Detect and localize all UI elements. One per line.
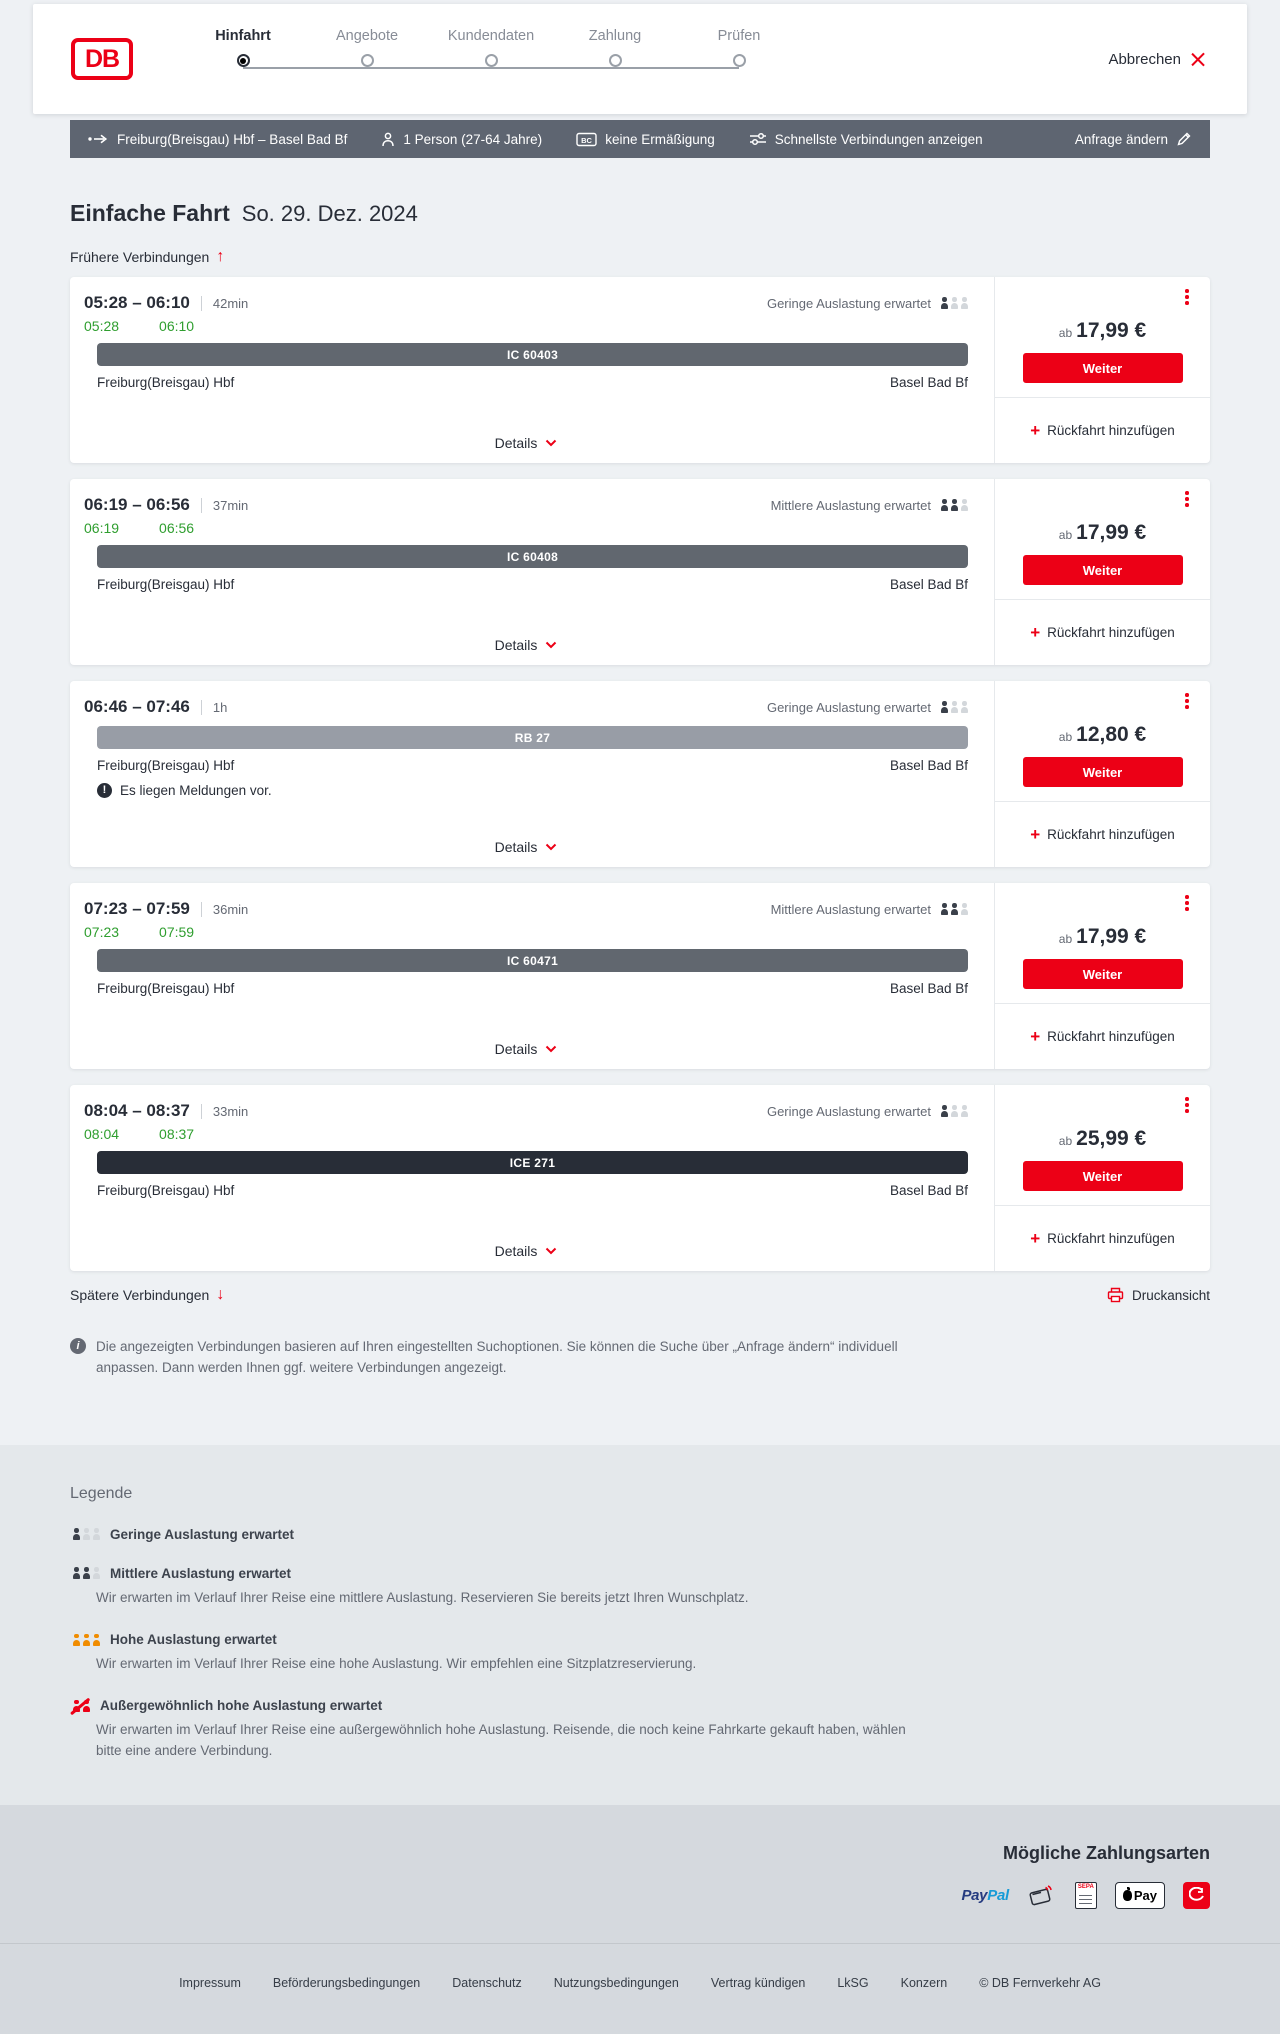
edit-request-label: Anfrage ändern xyxy=(1074,131,1168,147)
more-options-icon[interactable] xyxy=(1177,893,1197,913)
earlier-connections-label: Frühere Verbindungen xyxy=(70,249,210,265)
legend-item-very-high xyxy=(70,1698,1210,1761)
occupancy-low-icon xyxy=(938,1105,968,1117)
bahncard-icon xyxy=(576,132,597,147)
details-toggle[interactable] xyxy=(84,827,968,855)
connection-card xyxy=(70,883,1210,1069)
add-return-label: Rückfahrt hinzufügen xyxy=(1047,827,1175,842)
price-value: 17,99 € xyxy=(1076,319,1147,342)
legend-section xyxy=(0,1445,1280,1805)
legend-item-high xyxy=(70,1632,1210,1674)
cancel-label: Abbrechen xyxy=(1108,50,1181,68)
route-label: Freiburg(Breisgau) Hbf – Basel Bad Bf xyxy=(117,131,348,147)
step-dot-active-icon xyxy=(237,54,250,67)
connection-duration: 33min xyxy=(212,1103,249,1119)
messages-notice[interactable] xyxy=(97,783,968,798)
add-return-label: Rückfahrt hinzufügen xyxy=(1047,1231,1175,1246)
connection-main[interactable] xyxy=(70,883,994,1069)
connection-times: 08:04 – 08:37 xyxy=(84,1101,190,1120)
page-footer xyxy=(0,1943,1280,2034)
footer-link-vertrag-kuendigen[interactable]: Vertrag kündigen xyxy=(710,1975,806,1990)
departure-station: Freiburg(Breisgau) Hbf xyxy=(97,1183,235,1198)
edit-request-button[interactable] xyxy=(1075,131,1192,147)
occupancy-indicator xyxy=(767,296,968,311)
later-connections-label: Spätere Verbindungen xyxy=(70,1287,210,1303)
occupancy-low-icon xyxy=(938,701,968,713)
step-dot-icon xyxy=(609,54,622,67)
close-icon xyxy=(1190,52,1205,67)
add-return-button[interactable] xyxy=(995,801,1210,867)
print-view-link[interactable] xyxy=(1107,1287,1210,1303)
step-label: Angebote xyxy=(335,28,399,44)
occupancy-label: Mittlere Auslastung erwartet xyxy=(770,901,931,917)
train-label: IC 60471 xyxy=(506,953,559,968)
passenger-summary[interactable] xyxy=(381,132,542,147)
plus-icon xyxy=(1030,1028,1040,1045)
arrival-station: Basel Bad Bf xyxy=(889,375,968,390)
credit-card-contactless-icon xyxy=(1027,1882,1057,1909)
connection-main[interactable] xyxy=(70,277,994,463)
realtime-depart: 06:19 xyxy=(84,520,120,536)
occupancy-very-high-icon xyxy=(70,1700,90,1712)
train-label: IC 60408 xyxy=(506,549,559,564)
realtime-arrive: 07:59 xyxy=(159,924,195,940)
realtime-depart: 07:23 xyxy=(84,924,120,940)
divider xyxy=(201,498,202,513)
step-angebote[interactable] xyxy=(305,28,429,67)
continue-button[interactable]: Weiter xyxy=(1023,353,1183,383)
occupancy-medium-icon xyxy=(70,1567,100,1579)
occupancy-label: Geringe Auslastung erwartet xyxy=(766,295,931,311)
plus-icon xyxy=(1030,1230,1040,1247)
connection-times: 05:28 – 06:10 xyxy=(84,293,190,312)
svg-text:BC: BC xyxy=(581,135,593,145)
step-hinfahrt[interactable] xyxy=(181,28,305,67)
train-segment-bar[interactable] xyxy=(97,949,968,972)
plus-icon xyxy=(1030,422,1040,439)
printer-icon xyxy=(1107,1287,1124,1303)
occupancy-indicator xyxy=(771,498,968,513)
fastest-connections-toggle[interactable] xyxy=(749,132,983,147)
departure-station: Freiburg(Breisgau) Hbf xyxy=(97,577,235,592)
chevron-down-icon xyxy=(545,641,557,649)
db-logo[interactable]: DB xyxy=(71,38,133,80)
departure-station: Freiburg(Breisgau) Hbf xyxy=(97,981,235,996)
discount-summary[interactable] xyxy=(576,132,715,147)
arrival-station: Basel Bad Bf xyxy=(889,758,968,773)
legend-title: Legende xyxy=(70,1484,133,1502)
divider xyxy=(201,902,202,917)
info-icon xyxy=(70,1338,86,1354)
step-zahlung[interactable] xyxy=(553,28,677,67)
page-title: Einfache Fahrt xyxy=(70,200,230,226)
train-label: ICE 271 xyxy=(509,1155,556,1170)
connection-main[interactable] xyxy=(70,479,994,665)
sepa-direct-debit-icon xyxy=(1075,1882,1097,1909)
search-options-info xyxy=(70,1337,910,1379)
realtime-times xyxy=(84,520,968,536)
price-panel xyxy=(994,277,1210,463)
legend-item-description: Wir erwarten im Verlauf Ihrer Reise eine hohe Auslastung. Wir empfehlen eine Sitzplatzreservierung. xyxy=(96,1656,697,1672)
step-label: Zahlung xyxy=(588,28,642,44)
price-prefix: ab xyxy=(1058,528,1073,542)
travel-date: So. 29. Dez. 2024 xyxy=(241,201,418,226)
pencil-icon xyxy=(1176,131,1192,147)
details-label: Details xyxy=(494,1041,538,1057)
realtime-arrive: 06:10 xyxy=(159,318,195,334)
details-toggle[interactable] xyxy=(84,625,968,653)
train-segment-bar[interactable] xyxy=(97,726,968,749)
occupancy-indicator xyxy=(771,902,968,917)
details-label: Details xyxy=(494,637,538,653)
chevron-down-icon xyxy=(545,1247,557,1255)
add-return-button[interactable] xyxy=(995,599,1210,665)
connection-main[interactable] xyxy=(70,681,994,867)
legend-item-label: Hohe Auslastung erwartet xyxy=(110,1632,277,1648)
continue-button[interactable]: Weiter xyxy=(1023,555,1183,585)
train-label: RB 27 xyxy=(514,730,551,745)
payment-methods-title: Mögliche Zahlungsarten xyxy=(1002,1842,1210,1863)
occupancy-label: Geringe Auslastung erwartet xyxy=(766,699,931,715)
payment-methods-section xyxy=(0,1805,1280,1943)
query-summary-bar xyxy=(70,120,1210,158)
price-value: 17,99 € xyxy=(1076,925,1147,948)
connection-card xyxy=(70,681,1210,867)
train-segment-bar[interactable] xyxy=(97,545,968,568)
step-dot-icon xyxy=(485,54,498,67)
print-view-label: Druckansicht xyxy=(1131,1287,1210,1303)
payment-icons-row xyxy=(70,1882,1210,1909)
details-toggle[interactable] xyxy=(84,1231,968,1259)
details-toggle[interactable] xyxy=(84,423,968,451)
price-value: 25,99 € xyxy=(1076,1127,1147,1150)
price-line xyxy=(995,925,1210,949)
occupancy-indicator xyxy=(767,1104,968,1119)
train-label: IC 60403 xyxy=(506,347,559,362)
chevron-down-icon xyxy=(545,1045,557,1053)
arrival-station: Basel Bad Bf xyxy=(889,1183,968,1198)
arrival-station: Basel Bad Bf xyxy=(889,577,968,592)
more-options-icon[interactable] xyxy=(1177,691,1197,711)
plus-icon xyxy=(1030,624,1040,641)
footer-link-konzern[interactable]: Konzern xyxy=(900,1975,948,1990)
occupancy-low-icon xyxy=(938,297,968,309)
continue-button[interactable]: Weiter xyxy=(1023,959,1183,989)
price-value: 17,99 € xyxy=(1076,521,1147,544)
step-dot-icon xyxy=(361,54,374,67)
connection-times: 07:23 – 07:59 xyxy=(84,899,190,918)
add-return-button[interactable] xyxy=(995,1003,1210,1069)
price-value: 12,80 € xyxy=(1076,723,1147,746)
legend-item-label: Mittlere Auslastung erwartet xyxy=(110,1565,292,1581)
continue-button[interactable]: Weiter xyxy=(1023,1161,1183,1191)
connection-duration: 37min xyxy=(212,497,249,513)
results-header xyxy=(70,200,1210,227)
departure-station: Freiburg(Breisgau) Hbf xyxy=(97,375,235,390)
price-prefix: ab xyxy=(1058,326,1073,340)
arrow-down-icon: ↓ xyxy=(216,1286,225,1303)
occupancy-medium-icon xyxy=(938,903,968,915)
details-label: Details xyxy=(494,839,538,855)
legend-item-description: Wir erwarten im Verlauf Ihrer Reise eine außergewöhnlich hohe Auslastung. Reisende, die noch keine Fahrkarte gekauft haben, wählen bitte eine andere Verbindung. xyxy=(96,1722,906,1758)
occupancy-low-icon xyxy=(70,1528,100,1540)
realtime-times xyxy=(84,924,968,940)
connection-times: 06:46 – 07:46 xyxy=(84,697,190,716)
messages-notice-label: Es liegen Meldungen vor. xyxy=(120,783,272,798)
price-prefix: ab xyxy=(1058,730,1073,744)
departure-station: Freiburg(Breisgau) Hbf xyxy=(97,758,235,773)
occupancy-medium-icon xyxy=(938,499,968,511)
price-line xyxy=(995,723,1210,747)
more-options-icon[interactable] xyxy=(1177,1095,1197,1115)
realtime-times xyxy=(84,1126,968,1142)
footer-link-impressum[interactable]: Impressum xyxy=(179,1975,241,1990)
divider xyxy=(201,700,202,715)
step-label: Kundendaten xyxy=(447,28,535,44)
price-panel xyxy=(994,1085,1210,1271)
cancel-button[interactable] xyxy=(1108,4,1205,114)
step-kundendaten[interactable] xyxy=(429,28,553,67)
add-return-label: Rückfahrt hinzufügen xyxy=(1047,625,1175,640)
arrival-station: Basel Bad Bf xyxy=(889,981,968,996)
apple-logo-icon xyxy=(1123,1890,1132,1901)
continue-button[interactable]: Weiter xyxy=(1023,757,1183,787)
progress-stepper xyxy=(181,28,801,67)
footer-link-nutzungsbedingungen[interactable]: Nutzungsbedingungen xyxy=(553,1975,679,1990)
add-return-label: Rückfahrt hinzufügen xyxy=(1047,423,1175,438)
sliders-icon xyxy=(749,132,767,146)
apple-pay-icon: Pay xyxy=(1115,1882,1165,1909)
connection-card xyxy=(70,277,1210,463)
connection-card xyxy=(70,1085,1210,1271)
step-pruefen[interactable] xyxy=(677,28,801,67)
details-label: Details xyxy=(494,1243,538,1259)
connection-card xyxy=(70,479,1210,665)
legend-item-description: Wir erwarten im Verlauf Ihrer Reise eine mittlere Auslastung. Reservieren Sie bereits jetzt Ihren Wunschplatz. xyxy=(96,1589,749,1605)
journey-icon xyxy=(88,134,109,144)
realtime-depart: 08:04 xyxy=(84,1126,120,1142)
search-options-info-text: Die angezeigten Verbindungen basieren auf Ihren eingestellten Suchoptionen. Sie können die Suche über „Anfrage ändern“ individuell anpassen. Dann werden Ihnen ggf. weitere Verbindungen angezeigt. xyxy=(96,1339,898,1375)
footer-link-befoerderungsbedingungen[interactable]: Beförderungsbedingungen xyxy=(272,1975,421,1990)
more-options-icon[interactable] xyxy=(1177,489,1197,509)
realtime-arrive: 08:37 xyxy=(159,1126,195,1142)
step-label: Prüfen xyxy=(717,28,761,44)
price-prefix: ab xyxy=(1058,1134,1073,1148)
price-prefix: ab xyxy=(1058,932,1073,946)
legend-item-low xyxy=(70,1527,1210,1542)
fastest-label: Schnellste Verbindungen anzeigen xyxy=(774,131,983,147)
price-line xyxy=(995,521,1210,545)
realtime-arrive: 06:56 xyxy=(159,520,195,536)
more-options-icon[interactable] xyxy=(1177,287,1197,307)
occupancy-high-icon xyxy=(70,1634,100,1646)
add-return-button[interactable] xyxy=(995,397,1210,463)
connection-main[interactable] xyxy=(70,1085,994,1271)
step-dot-icon xyxy=(733,54,746,67)
passenger-label: 1 Person (27-64 Jahre) xyxy=(403,131,543,147)
stepper-line xyxy=(243,67,739,69)
realtime-depart: 05:28 xyxy=(84,318,120,334)
occupancy-label: Geringe Auslastung erwartet xyxy=(766,1103,931,1119)
discount-label: keine Ermäßigung xyxy=(605,131,715,147)
price-panel xyxy=(994,883,1210,1069)
price-panel xyxy=(994,681,1210,867)
chevron-down-icon xyxy=(545,439,557,447)
add-return-button[interactable] xyxy=(995,1205,1210,1271)
price-line xyxy=(995,1127,1210,1151)
connection-duration: 42min xyxy=(212,295,249,311)
legend-item-label: Außergewöhnlich hohe Auslastung erwartet xyxy=(100,1698,383,1714)
footer-link-lksg[interactable]: LkSG xyxy=(837,1975,869,1990)
occupancy-indicator xyxy=(767,700,968,715)
divider xyxy=(201,1104,202,1119)
divider xyxy=(201,296,202,311)
add-return-label: Rückfahrt hinzufügen xyxy=(1047,1029,1175,1044)
legend-item-medium xyxy=(70,1566,1210,1608)
train-segment-bar[interactable] xyxy=(97,1151,968,1174)
occupancy-label: Mittlere Auslastung erwartet xyxy=(770,497,931,513)
legend-item-label: Geringe Auslastung erwartet xyxy=(110,1526,295,1542)
arrow-up-icon: ↑ xyxy=(216,248,225,265)
alert-icon xyxy=(97,783,112,798)
footer-copyright: © DB Fernverkehr AG xyxy=(979,1975,1101,1990)
details-toggle[interactable] xyxy=(84,1029,968,1057)
gift-voucher-icon xyxy=(1183,1882,1210,1909)
details-label: Details xyxy=(494,435,538,451)
route-summary[interactable] xyxy=(88,132,347,147)
chevron-down-icon xyxy=(545,843,557,851)
person-icon xyxy=(381,132,395,147)
step-label: Hinfahrt xyxy=(215,28,271,44)
price-line xyxy=(995,319,1210,343)
footer-link-datenschutz[interactable]: Datenschutz xyxy=(452,1975,522,1990)
train-segment-bar[interactable] xyxy=(97,343,968,366)
paypal-icon: PayPal xyxy=(961,1886,1009,1904)
price-panel xyxy=(994,479,1210,665)
connection-duration: 1h xyxy=(212,699,228,715)
plus-icon xyxy=(1030,826,1040,843)
earlier-connections-link[interactable] xyxy=(70,249,224,265)
connection-times: 06:19 – 06:56 xyxy=(84,495,190,514)
app-header xyxy=(33,4,1247,114)
connection-duration: 36min xyxy=(212,901,249,917)
realtime-times xyxy=(84,318,968,334)
later-connections-link[interactable] xyxy=(70,1287,224,1303)
